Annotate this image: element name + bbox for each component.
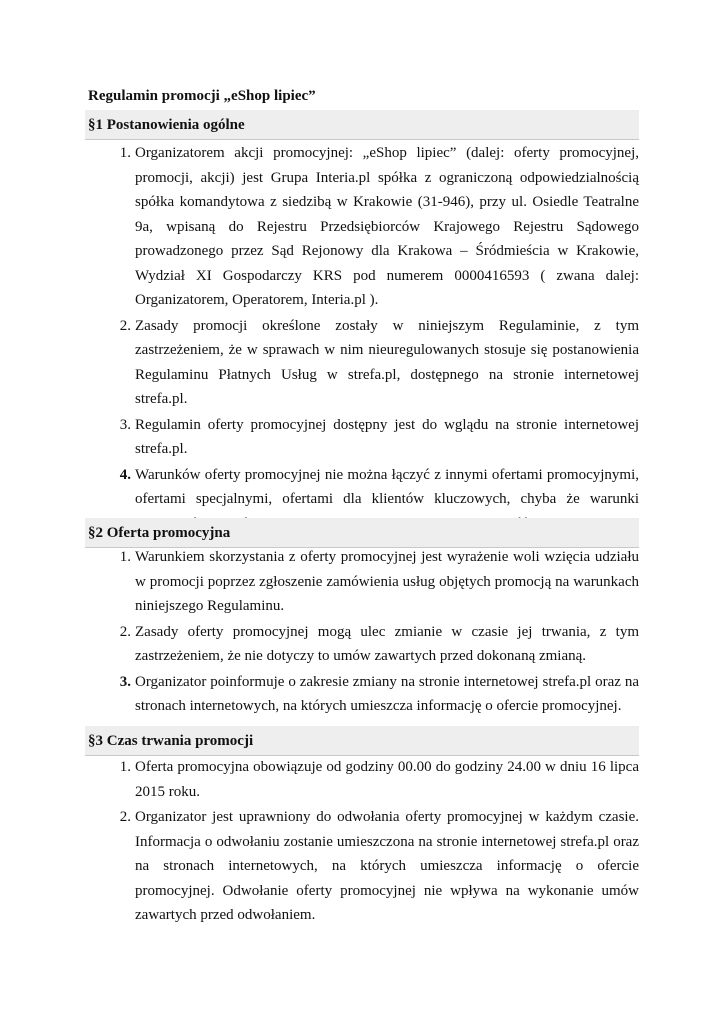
item-text: Zasady oferty promocyjnej mogą ulec zmianie w czasie jej trwania, z tym zastrzeżeniem, że nie dotyczy to umów zawartych przed dokonaną zmianą. xyxy=(135,623,639,664)
item-number: 1. xyxy=(119,549,131,565)
section-1-list xyxy=(100,141,639,537)
list-item xyxy=(100,670,639,719)
list-item xyxy=(100,314,639,412)
item-number: 1. xyxy=(119,145,131,161)
document-title: Regulamin promocji „eShop lipiec” xyxy=(88,88,316,104)
section-heading-1: §1 Postanowienia ogólne xyxy=(85,110,639,140)
section-heading-3: §3 Czas trwania promocji xyxy=(85,726,639,756)
item-number: 3. xyxy=(119,416,131,433)
item-text: Oferta promocyjna obowiązuje od godziny 00.00 do godziny 24.00 w dniu 16 lipca 2015 roku. xyxy=(135,759,639,800)
section-3-list xyxy=(100,755,639,929)
list-item xyxy=(100,805,639,928)
item-text: Organizator jest uprawniony do odwołania oferty promocyjnej w każdym czasie. Informacja o odwołaniu zostanie umieszczona na stronie internetowej strefa.pl oraz na stronach internetowych, na których umieszcza informację o ofercie promocyjnej. Odwołanie oferty promocyjnej nie wpływa na wykonanie umów zawartych przed odwołaniem. xyxy=(135,809,639,923)
section-2-list xyxy=(100,545,639,720)
section-heading-2: §2 Oferta promocyjna xyxy=(85,518,639,548)
item-text: Organizator poinformuje o zakresie zmiany na stronie internetowej strefa.pl oraz na stronach internetowych, na których umieszcza informację o ofercie promocyjnej. xyxy=(135,673,639,714)
item-text: Zasady promocji określone zostały w niniejszym Regulaminie, z tym zastrzeżeniem, że w sprawach w nim nieuregulowanych stosuje się postanowienia Regulaminu Płatnych Usług w strefa.pl, dostępnego na stronie internetowej strefa.pl. xyxy=(135,317,639,407)
item-number: 3. xyxy=(119,673,131,690)
item-text: Organizatorem akcji promocyjnej: „eShop lipiec” (dalej: oferty promocyjnej, promocji, akcji) jest Grupa Interia.pl spółka z ograniczoną odpowiedzialnością spółka komandytowa z siedzibą w Krakowie (31-946), przy ul. Osiedle Teatralne 9a, wpisaną do Rejestru Przedsiębiorców Krajowego Rejestru Sądowego prowadzonego przez Sąd Rejonowy dla Krakowa – Śródmieścia w Krakowie, Wydział XI Gospodarczy KRS pod numerem 0000416593 ( zwana dalej: Organizatorem, Operatorem, Interia.pl ). xyxy=(135,145,639,308)
item-text: Warunków oferty promocyjnej nie można łączyć z innymi ofertami promocyjnymi, ofertami specjalnymi, ofertami dla klientów kluczowych, chyba że warunki xyxy=(135,466,639,507)
item-number: 1. xyxy=(119,759,131,775)
list-item xyxy=(100,413,639,462)
item-text: Regulamin oferty promocyjnej dostępny jest do wglądu na stronie internetowej strefa.pl. xyxy=(135,416,639,457)
list-item xyxy=(100,620,639,669)
list-item xyxy=(100,755,639,804)
item-text: Warunkiem skorzystania z oferty promocyjnej jest wyrażenie woli wzięcia udziału w promocji poprzez zgłoszenie zamówienia usług objętych promocją na warunkach niniejszego Regulaminu. xyxy=(135,549,639,614)
list-item xyxy=(100,545,639,619)
list-item xyxy=(100,141,639,313)
item-number: 2. xyxy=(119,623,131,640)
item-number: 2. xyxy=(119,809,131,825)
item-number: 4. xyxy=(119,466,131,483)
item-number: 2. xyxy=(119,317,131,334)
